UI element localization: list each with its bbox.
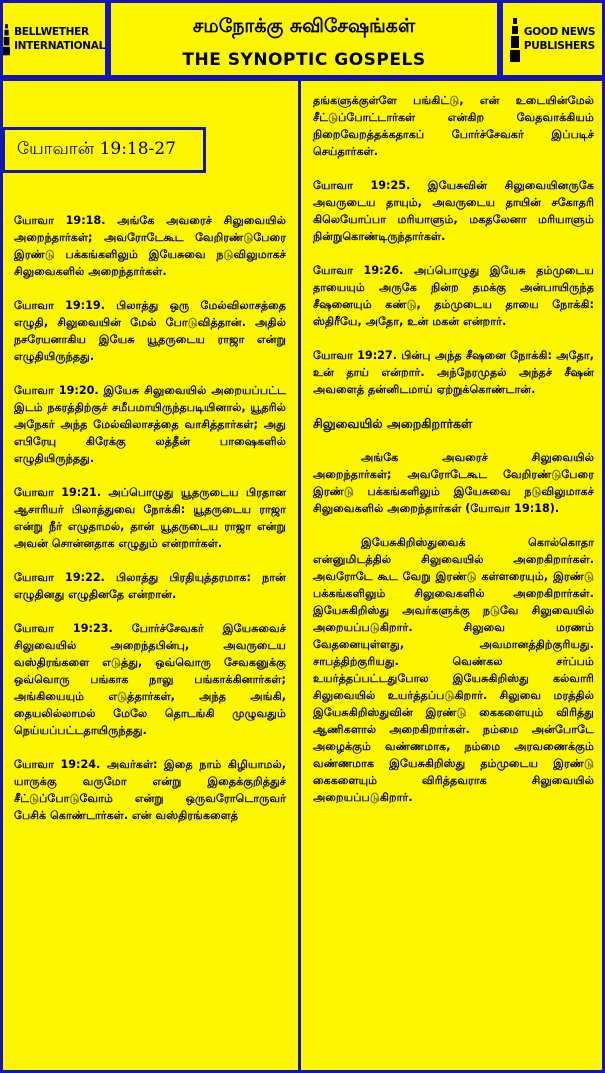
right-column <box>313 92 594 823</box>
title-tamil: சமநோக்கு சுவிசேஷங்கள் <box>192 15 416 37</box>
bellwether-logo <box>0 0 108 78</box>
logo-line-2: INTERNATIONAL <box>14 40 105 52</box>
logo-line-2: PUBLISHERS <box>523 40 595 52</box>
verse-paragraph: யோவா 19:23. போர்ச்சேவகர் இயேசுவைச் சிலுவையில் அறைந்தபின்பு, அவருடைய வஸ்திரங்களை எடுத்து, ஒவ்வொரு சேவகனுக்கு ஒவ்வொரு பங்காக நாலு பங்காக்கினார்கள்; அங்கியையும் எடுத்தார்கள், அந்த அங்கி, தையலில்லாமல் மேலே தொடங்கி முழுவதும் நெய்யப்பட்டதாயிருந்தது. <box>14 622 286 737</box>
title-english: THE SYNOPTIC GOSPELS <box>182 50 426 70</box>
commentary-paragraph: இயேசுகிறிஸ்துவைக் கொல்கொதா என்னுமிடத்தில் சிலுவையில் அறைகிறார்கள். அவரோடே கூட வேறு இரண்டு கள்ளரையும், இரண்டு பக்கங்களிலும் சிலுவைகளில் அறைகிறார்கள். இயேசுகிறிஸ்து அவர்களுக்கு நடுவே சிலுவையில் அறையப்படுகிறார். சிலுவை மரணம் வேதனையுள்ளது, அவமானத்திற்குரியது. சாபத்திற்குரியது. வெண்கல சர்ப்பம் உயர்த்தப்பட்டதுபோல இயேசுகிறிஸ்து கல்வாரி சிலுவையில் உயர்த்தப்படுகிறார். சிலுவை மரத்தில் இயேசுகிறிஸ்துவின் இரண்டு கைகளையும் விரித்து ஆணிகளால் அறைகிறார்கள். நம்மை அன்போடே அழைக்கும் வண்ணமாக, நம்மை அரவணைக்கும் வண்ணமாக இயேசுகிறிஸ்து தம்முடைய இரண்டு கைகளையும் விரித்தவராக சிலுவையில் அறையப்படுகிறார். <box>313 536 594 804</box>
verse-paragraph: யோவா 19:18. அங்கே அவரைச் சிலுவையில் அறைந்தார்கள்; அவரோடேகூட வேறிரண்டுபேரை இரண்டு பக்கங்களிலும் இயேசுவை நடுவிலுமாகச் சிலுவைகளில் அறைந்தார்கள். <box>14 214 286 278</box>
page-header <box>108 0 500 78</box>
reference-box: யோவான் 19:18-27 <box>2 127 206 173</box>
header-divider <box>0 78 605 81</box>
verse-paragraph: யோவா 19:25. இயேசுவின் சிலுவையினருகே அவருடைய தாயும், அவருடைய தாயின் சகோதரி கிலெயோப்பா மரியாளும், மகதலேனா மரியாளும் நின்றுகொண்டிருந்தார்கள். <box>313 179 594 243</box>
logo-line-1: GOOD NEWS <box>523 26 596 38</box>
verse-paragraph: யோவா 19:20. இயேசு சிலுவையில் அறையப்பட்ட இடம் நகரத்திற்குச் சமீபமாயிருந்தபடியினால், யூதரில் அநேகர் அந்த மேல்விலாசத்தை வாசித்தார்கள்; அது எபிரேயு கிரேக்கு லத்தீன் பாஷைகளில் எழுதியிருந்தது. <box>14 384 286 465</box>
left-column <box>14 212 286 841</box>
column-divider <box>298 81 301 1073</box>
verse-paragraph: யோவா 19:27. பின்பு அந்த சீஷனை நோக்கி: அதோ, உன் தாய் என்றார். அந்நேரமுதல் அந்தச் சீஷன் அவளைத் தன்னிடமாய் ஏற்றுக்கொண்டான். <box>313 349 594 396</box>
good-news-logo <box>500 0 605 78</box>
verse-paragraph: யோவா 19:24. அவர்கள்: இதை நாம் கிழியாமல், யாருக்கு வருமோ என்று இதைக்குறித்துச் சீட்டுப்போடுவோம் என்று ஒருவரோடொருவர் பேசிக் கொண்டார்கள். என் வஸ்திரங்களைத் <box>14 758 286 822</box>
verse-continuation: தங்களுக்குள்ளே பங்கிட்டு, என் உடையின்மேல் சீட்டுப்போட்டார்கள் என்கிற வேதவாக்கியம் நிறைவேறத்தக்கதாகப் போர்ச்சேவகர் இப்படிச் செய்தார்கள். <box>313 94 594 158</box>
section-heading: சிலுவையில் அறைகிறார்கள் <box>313 416 473 431</box>
tower-icon <box>3 16 10 62</box>
verse-paragraph: யோவா 19:22. பிலாத்து பிரதியுத்தரமாக: நான் எழுதினது எழுதினதே என்றான். <box>14 571 286 601</box>
tower-icon <box>510 16 520 62</box>
verse-paragraph: யோவா 19:26. அப்பொழுது இயேசு தம்முடைய தாயையும் அருகே நின்ற தமக்கு அன்பாயிருந்த சீஷனையும் கண்டு, தம்முடைய தாயை நோக்கி: ஸ்திரீயே, அதோ, உன் மகன் என்றார். <box>313 264 594 328</box>
verse-paragraph: யோவா 19:19. பிலாத்து ஒரு மேல்விலாசத்தை எழுதி, சிலுவையின் மேல் போடுவித்தான். அதில் நசரேயனாகிய இயேசு யூதருடைய ராஜா என்று எழுதியிருந்தது. <box>14 299 286 363</box>
summary-paragraph: அங்கே அவரைச் சிலுவையில் அறைந்தார்கள்; அவரோடேகூட வேறிரண்டுபேரை இரண்டு பக்கங்களிலும் இயேசுவை நடுவிலுமாகச் சிலுவைகளில் அறைந்தார்கள் (யோவா 19:18). <box>313 451 594 515</box>
logo-line-1: BELLWETHER <box>14 26 89 38</box>
verse-paragraph: யோவா 19:21. அப்பொழுது யூதருடைய பிரதான ஆசாரியர் பிலாத்துவை நோக்கி: யூதருடைய ராஜா என்று நீர் எழுதாமல், தான் யூதருடைய ராஜா என்று அவன் சொன்னதாக எழுதும் என்றார்கள். <box>14 486 286 550</box>
